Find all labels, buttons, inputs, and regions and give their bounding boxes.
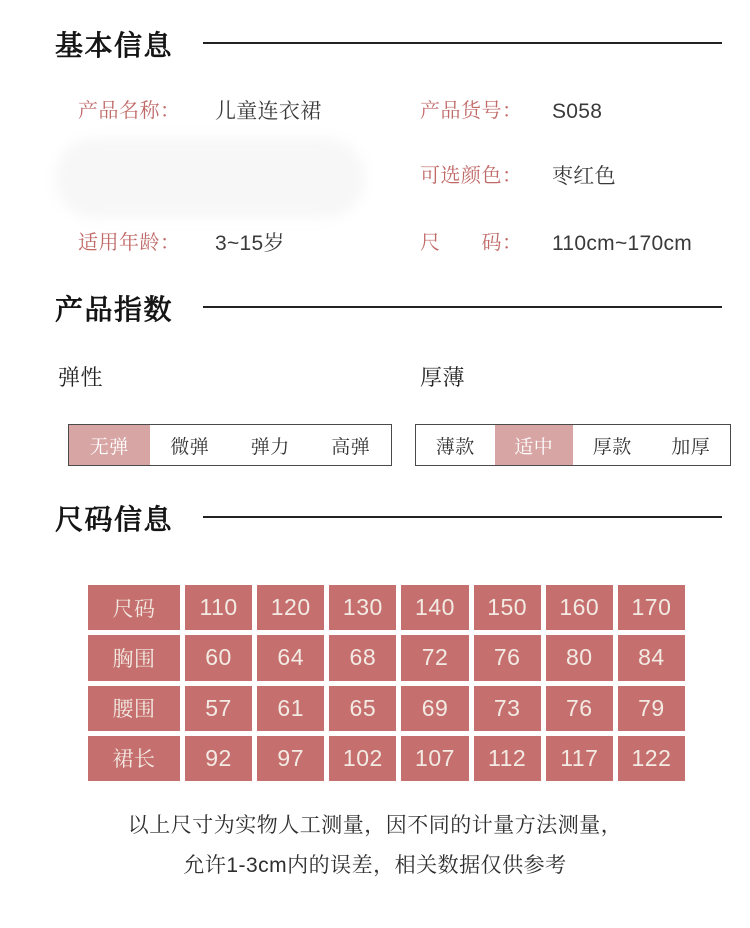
size-value: 150	[474, 585, 541, 630]
size-value: 160	[546, 585, 613, 630]
size-value: 110	[185, 585, 252, 630]
product-index-divider-line	[203, 306, 722, 308]
chest-value: 84	[618, 635, 685, 680]
chest-value: 80	[546, 635, 613, 680]
chest-row-header: 胸围	[88, 635, 180, 680]
chest-value: 60	[185, 635, 252, 680]
size-row-header: 尺码	[88, 585, 180, 630]
size-value: 130	[329, 585, 396, 630]
chest-value: 76	[474, 635, 541, 680]
elasticity-option-high: 高弹	[331, 436, 371, 458]
skirt-length-value: 117	[546, 736, 613, 781]
product-sku-value: S058	[552, 100, 603, 123]
skirt-length-value: 102	[329, 736, 396, 781]
size-value: 140	[401, 585, 468, 630]
skirt-length-value: 122	[618, 736, 685, 781]
faint-watermark-remnant	[55, 138, 365, 218]
elasticity-option-none: 无弹	[69, 425, 150, 465]
basic-info-divider-line	[203, 42, 722, 44]
waist-value: 76	[546, 686, 613, 731]
waist-value: 79	[618, 686, 685, 731]
age-range-value: 3~15岁	[215, 232, 285, 255]
basic-info-title: 基本信息	[55, 30, 174, 61]
waist-value: 65	[329, 686, 396, 731]
waist-value: 69	[401, 686, 468, 731]
elasticity-option-medium: 弹力	[250, 436, 290, 458]
measurement-note-line1: 以上尺寸为实物人工测量，因不同的计量方法测量，	[127, 814, 623, 837]
thickness-scale	[415, 424, 731, 466]
product-name-value: 儿童连衣裙	[215, 100, 322, 123]
size-info-divider-line	[203, 516, 722, 518]
skirt-length-value: 112	[474, 736, 541, 781]
size-range-value: 110cm~170cm	[552, 232, 693, 255]
chest-value: 64	[257, 635, 324, 680]
size-chart-table	[88, 585, 685, 781]
skirt-length-value: 107	[401, 736, 468, 781]
basic-info-header	[55, 28, 722, 63]
product-index-header	[55, 292, 722, 327]
thickness-option-extra: 加厚	[671, 436, 711, 458]
product-index-title: 产品指数	[55, 294, 174, 325]
waist-value: 57	[185, 686, 252, 731]
thickness-option-thin: 薄款	[435, 436, 475, 458]
product-sku-label: 产品货号：	[420, 100, 523, 122]
waist-row-header: 腰围	[88, 686, 180, 731]
skirt-length-value: 92	[185, 736, 252, 781]
color-option-value: 枣红色	[552, 165, 616, 188]
age-range-label: 适用年龄：	[78, 232, 181, 254]
thickness-label: 厚薄	[420, 365, 466, 390]
measurement-note-line2: 允许1-3cm内的误差，相关数据仅供参考	[183, 854, 567, 877]
size-info-title: 尺码信息	[55, 504, 174, 535]
elasticity-label: 弹性	[58, 365, 104, 390]
size-value: 170	[618, 585, 685, 630]
size-range-label: 尺 码：	[420, 232, 523, 254]
skirt-length-value: 97	[257, 736, 324, 781]
elasticity-option-slight: 微弹	[170, 436, 210, 458]
waist-value: 61	[257, 686, 324, 731]
elasticity-scale	[68, 424, 392, 466]
size-info-header	[55, 502, 722, 537]
thickness-option-medium: 适中	[495, 425, 574, 465]
waist-value: 73	[474, 686, 541, 731]
size-value: 120	[257, 585, 324, 630]
thickness-option-thick: 厚款	[592, 436, 632, 458]
color-option-label: 可选颜色：	[420, 165, 523, 187]
product-name-label: 产品名称：	[78, 100, 181, 122]
skirt-length-row-header: 裙长	[88, 736, 180, 781]
chest-value: 72	[401, 635, 468, 680]
chest-value: 68	[329, 635, 396, 680]
